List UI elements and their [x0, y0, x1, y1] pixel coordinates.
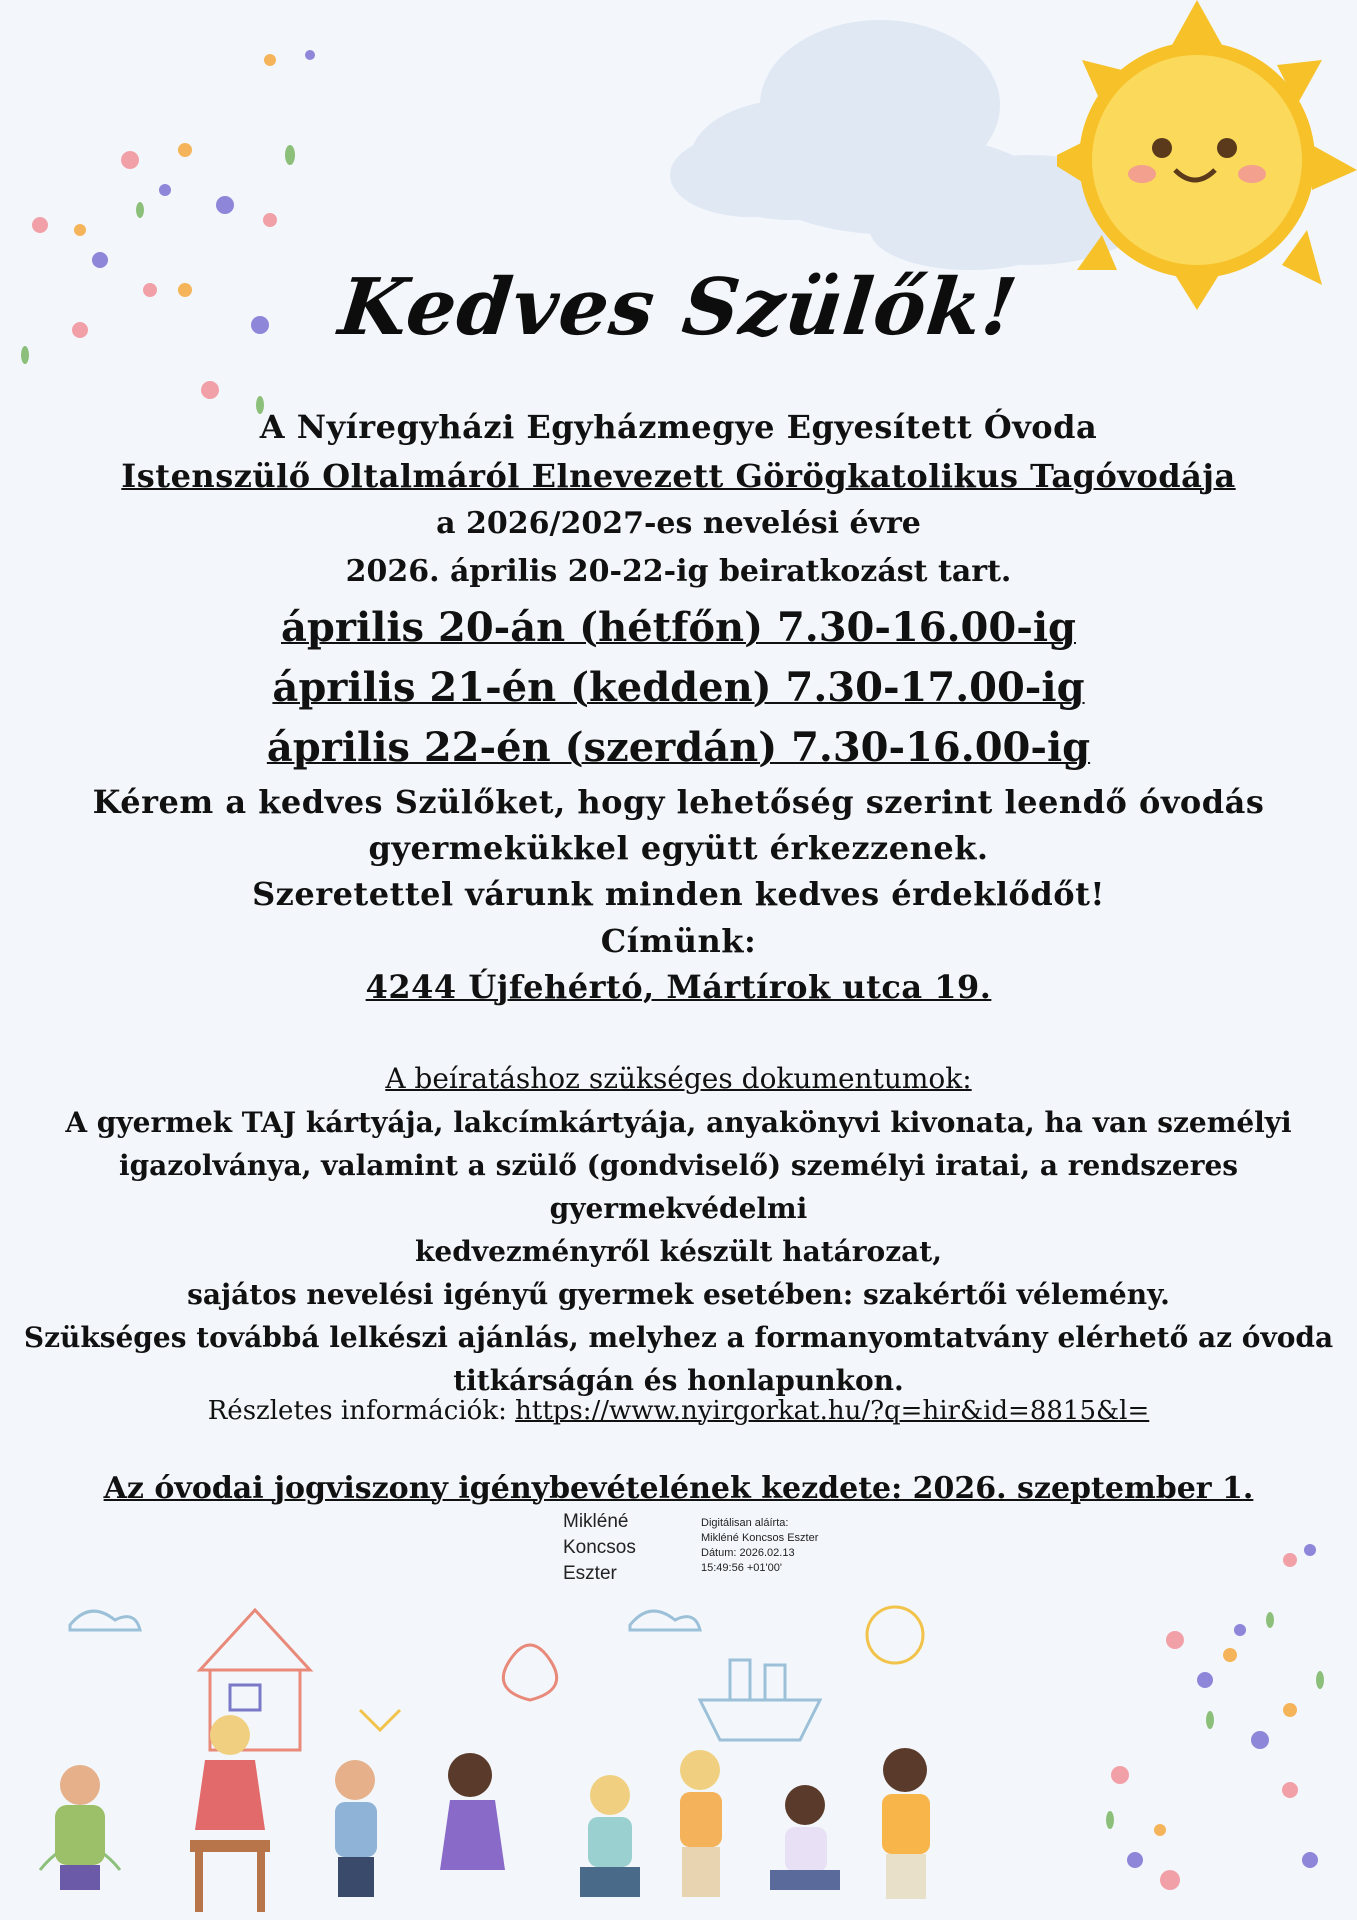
signature-info-line: Mikléné Koncsos Eszter: [701, 1532, 819, 1544]
request-line-1: Kérem a kedves Szülőket, hogy lehetőség szerint leendő óvodás: [92, 783, 1265, 821]
schedule-day-2: április 21-én (kedden) 7.30-17.00-ig: [272, 664, 1085, 711]
flower-sprinkle-bottom-right: [1010, 1480, 1350, 1920]
flower-sprinkle-top-left: [0, 0, 340, 420]
kindergarten-line-1: A Nyíregyházi Egyházmegye Egyesített Óvoda: [259, 408, 1098, 446]
flyer-title: Kedves Szülők!: [334, 262, 1023, 353]
signature-name-line: Koncsos: [563, 1537, 636, 1558]
kindergarten-line-2: Istenszülő Oltalmáról Elnevezett Görögkatolikus Tagóvodája: [121, 457, 1236, 495]
request-line-2: gyermekükkel együtt érkezzenek.: [368, 829, 989, 867]
schedule-day-1: április 20-án (hétfőn) 7.30-16.00-ig: [281, 604, 1076, 651]
documents-line: sajátos nevelési igényű gyermek esetében: szakértői vélemény.: [187, 1278, 1170, 1311]
documents-line: kedvezményről készült határozat,: [415, 1235, 942, 1268]
documents-line: A gyermek TAJ kártyája, lakcímkártyája, anyakönyvi kivonata, ha van személyi: [65, 1106, 1292, 1139]
documents-line: titkárságán és honlapunkon.: [453, 1364, 904, 1397]
address-label: Címünk:: [600, 922, 757, 960]
children-drawing-illustration: [0, 1570, 1000, 1920]
signature-name-line: Eszter: [563, 1563, 617, 1584]
address-text: 4244 Újfehértó, Mártírok utca 19.: [365, 968, 992, 1006]
welcome-line: Szeretettel várunk minden kedves érdeklődőt!: [252, 875, 1105, 913]
signature-name-line: Mikléné: [563, 1511, 629, 1532]
info-link[interactable]: https://www.nyirgorkat.hu/?q=hir&id=8815&l=: [515, 1396, 1150, 1426]
enrollment-dates-line: 2026. április 20-22-ig beiratkozást tart.: [345, 554, 1012, 589]
signature-info-line: Dátum: 2026.02.13: [701, 1547, 795, 1559]
documents-line: Szükséges továbbá lelkészi ajánlás, melyhez a formanyomtatvány elérhető az óvoda: [23, 1321, 1334, 1354]
school-year-line: a 2026/2027-es nevelési évre: [436, 506, 921, 541]
schedule-day-3: április 22-én (szerdán) 7.30-16.00-ig: [266, 724, 1091, 771]
signature-info: [701, 1516, 818, 1576]
documents-line: igazolványa, valamint a szülő (gondviselő) személyi iratai, a rendszeres gyermekvédelmi: [118, 1149, 1239, 1225]
start-date-line: Az óvodai jogviszony igénybevételének kezdete: 2026. szeptember 1.: [103, 1471, 1254, 1506]
documents-list: [0, 1101, 1357, 1402]
documents-heading: A beíratáshoz szükséges dokumentumok:: [385, 1062, 972, 1095]
signature-info-line: Digitálisan aláírta:: [701, 1517, 789, 1529]
signature-info-line: 15:49:56 +01'00': [701, 1562, 782, 1574]
info-label: Részletes információk:: [207, 1396, 507, 1426]
